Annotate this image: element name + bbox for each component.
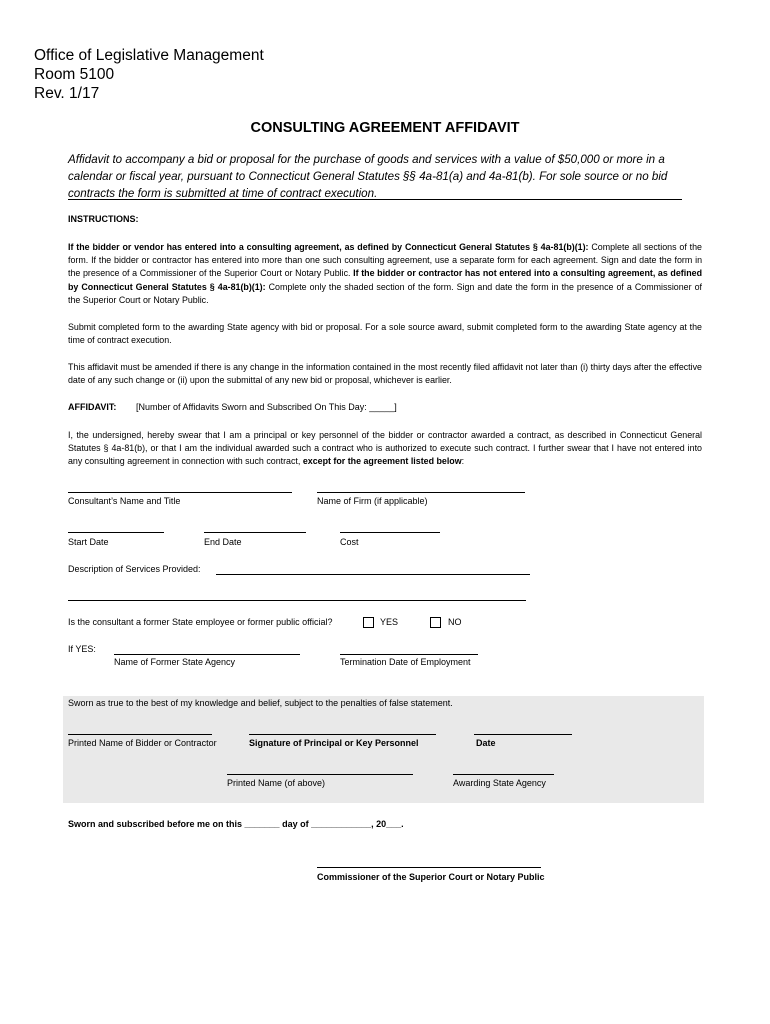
former-agency-label: Name of Former State Agency (114, 657, 236, 667)
form-title: CONSULTING AGREEMENT AFFIDAVIT (250, 120, 520, 136)
instructions-paragraph-3: This affidavit must be amended if there is any change in the information contained in the most recently filed affidavit not later than (i) thirty days after the effective date of any such change or (ii) upon the submittal of any new bid or proposal, whichever is earlier. (68, 362, 702, 386)
instruction-no-consulting-text: Complete only the shaded section of the form. Sign and date the form in the presence of a Commissioner of the Superior Court or Notary Public. (68, 281, 702, 305)
date-label: Date (476, 738, 496, 748)
if-yes-label: If YES: (68, 644, 96, 654)
description-field-line-2[interactable] (68, 600, 526, 601)
printed-name-above-label: Printed Name (of above) (227, 778, 326, 788)
description-label: Description of Services Provided: (68, 564, 201, 574)
oath-end: : (461, 456, 465, 467)
start-date-field[interactable] (68, 532, 164, 533)
intro-rule (68, 199, 682, 200)
description-field[interactable] (216, 574, 530, 575)
affidavit-label: AFFIDAVIT: (68, 402, 117, 412)
signature-field[interactable] (249, 734, 436, 735)
instructions-heading: INSTRUCTIONS: (68, 214, 139, 224)
date-field[interactable] (474, 734, 572, 735)
commissioner-label: Commissioner of the Superior Court or Notary Public (317, 872, 545, 882)
no-label: NO (448, 617, 462, 627)
consultant-name-field[interactable] (68, 492, 292, 493)
revision: Rev. 1/17 (34, 85, 100, 102)
printed-name-bidder-label: Printed Name of Bidder or Contractor (68, 738, 217, 748)
sworn-subscribed-line: Sworn and subscribed before me on this _______ day of ____________, 20___. (68, 819, 404, 829)
oath-exception: except for the agreement listed below (302, 456, 462, 467)
shaded-sworn-section (63, 696, 704, 803)
termination-date-field[interactable] (340, 654, 478, 655)
termination-date-label: Termination Date of Employment (340, 657, 471, 667)
instruction-no-consulting-clause: If the bidder or contractor has not entered into a consulting agreement, as defined by Connecticut General Statutes § 4a-81(b)(1): (68, 268, 702, 292)
instruction-consulting-text: Complete all sections of the form. If the bidder or contractor has entered into more than one such consulting agreement, use a separate form for each agreement. Sign and date the form in the presence of a Commissioner of the Superior Court or Notary Public. (68, 242, 702, 279)
sworn-statement: Sworn as true to the best of my knowledge and belief, subject to the penalties of false statement. (68, 698, 453, 708)
no-checkbox[interactable] (430, 617, 441, 628)
instructions-paragraph-1 (68, 241, 702, 307)
instruction-consulting-clause: If the bidder or vendor has entered into a consulting agreement, as defined by Connecticut General Statutes § 4a-81(b)(1): (68, 242, 589, 252)
awarding-agency-field[interactable] (453, 774, 554, 775)
firm-name-field[interactable] (317, 492, 525, 493)
awarding-agency-label: Awarding State Agency (453, 778, 546, 788)
former-employee-question: Is the consultant a former State employee or former public official? (68, 617, 333, 627)
former-agency-field[interactable] (114, 654, 300, 655)
yes-checkbox[interactable] (363, 617, 374, 628)
yes-label: YES (380, 617, 399, 627)
printed-name-above-field[interactable] (227, 774, 413, 775)
oath-text: I, the undersigned, hereby swear that I am a principal or key personnel of the bidder or contractor awarded a contract, as described in Connecticut General Statutes § 4a-81(b), or that I am the individual awarded such a contract who is authorized to execute such contract. I further swear that I have not entered into any consulting agreement in connection with such contract, (68, 430, 702, 467)
cost-field[interactable] (340, 532, 440, 533)
intro-text: Affidavit to accompany a bid or proposal for the purchase of goods and services with a value of $50,000 or more in a calendar or fiscal year, pursuant to Connecticut General Statutes §§ 4a-81(a) and 4a-81(b). For sole source or no bid contracts the form is submitted at time of contract execution. (68, 153, 668, 200)
instructions-paragraph-2: Submit completed form to the awarding State agency with bid or proposal. For a sole source award, submit completed form to the awarding State agency at the time of contract execution. (68, 322, 702, 346)
signature-label: Signature of Principal or Key Personnel (249, 738, 419, 748)
consultant-name-label: Consultant’s Name and Title (68, 496, 181, 506)
affidavit-count: [Number of Affidavits Sworn and Subscribed On This Day: _____] (136, 402, 397, 412)
cost-label: Cost (340, 537, 359, 547)
printed-name-bidder-field[interactable] (68, 734, 212, 735)
start-date-label: Start Date (68, 537, 109, 547)
firm-name-label: Name of Firm (if applicable) (317, 496, 428, 506)
commissioner-signature-field[interactable] (317, 867, 541, 868)
room-number: Room 5100 (34, 66, 115, 83)
end-date-field[interactable] (204, 532, 306, 533)
office-name: Office of Legislative Management (34, 47, 264, 64)
end-date-label: End Date (204, 537, 242, 547)
affidavit-oath (68, 429, 702, 469)
